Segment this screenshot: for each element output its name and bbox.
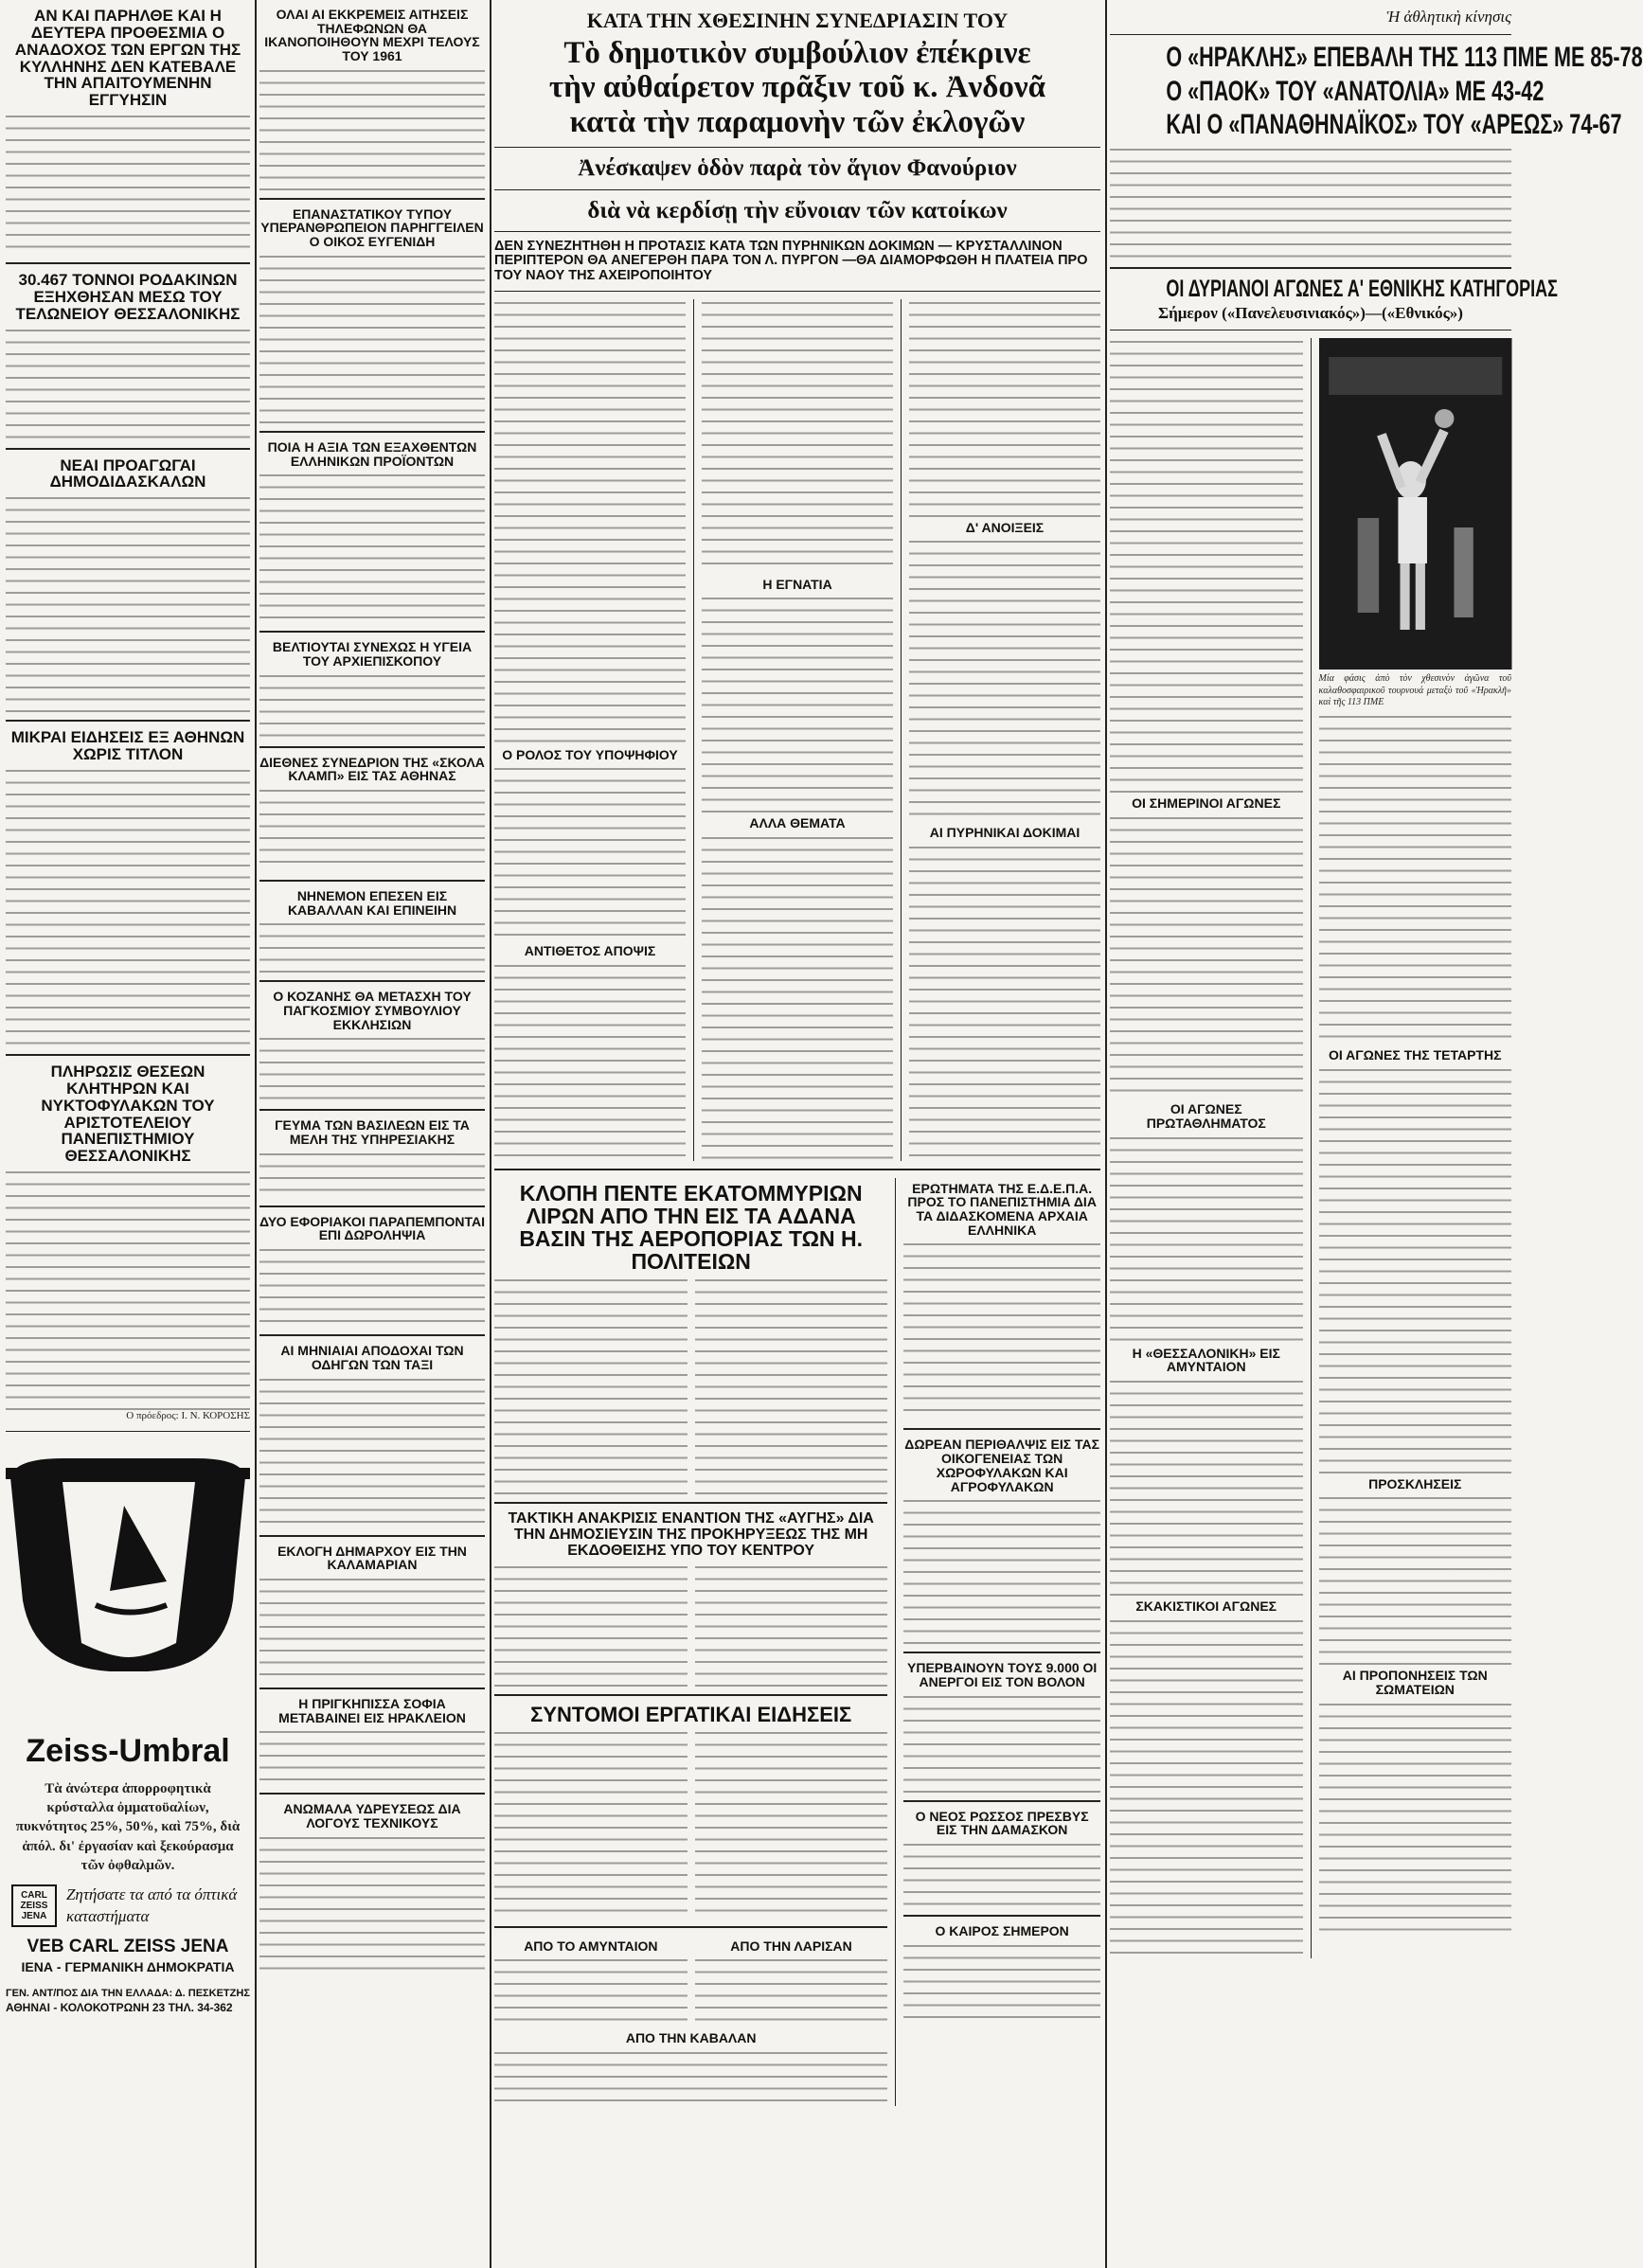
lower-center-row xyxy=(494,1178,1100,2106)
lead-article-body xyxy=(494,299,1100,1161)
subhead-anoixeis: Δ' ΑΝΟΙΞΕΙΣ xyxy=(965,519,1045,535)
sports-subhead-proskliseis: ΠΡΟΣΚΛΗΣΕΙΣ xyxy=(1368,1475,1462,1491)
headline-tilefona: ΟΛΑΙ ΑΙ ΕΚΚΡΕΜΕΙΣ ΑΙΤΗΣΕΙΣ ΤΗΛΕΦΩΝΩΝ ΘΑ ΙΚΑΝΟΠΟΙΗΘΟΥΝ ΜΕΧΡΙ ΤΕΛΟΥΣ ΤΟΥ 1961 xyxy=(264,7,480,64)
headline-plirosis-theseon: ΠΛΗΡΩΣΙΣ ΘΕΣΕΩΝ ΚΛΗΤΗΡΩΝ ΚΑΙ ΝΥΚΤΟΦΥΛΑΚΩΝ ΤΟΥ ΑΡΙΣΤΟΤΕΛΕΙΟΥ ΠΑΝΕΠΙΣΤΗΜΙΟΥ ΘΕΣΣΑΛΟΝΙΚΗΣ xyxy=(41,1062,215,1166)
headline-proagogai: ΝΕΑΙ ΠΡΟΑΓΩΓΑΙ ΔΗΜΟΔΙΔΑΣΚΑΛΩΝ xyxy=(49,455,206,491)
headline-neos-presvys: Ο ΝΕΟΣ ΡΩΣΣΟΣ ΠΡΕΣΒΥΣ ΕΙΣ ΤΗΝ ΔΑΜΑΣΚΟΝ xyxy=(915,1808,1089,1838)
sports-subhead-skaki: ΣΚΑΚΙΣΤΙΚΟΙ ΑΓΩΝΕΣ xyxy=(1135,1598,1277,1614)
subhead-egnatia: Η ΕΓΝΑΤΙΑ xyxy=(762,576,832,592)
article-text xyxy=(494,962,686,1161)
article-text xyxy=(903,1693,1100,1793)
subhead-pyrinikai: ΑΙ ΠΥΡΗΝΙΚΑΙ ΔΟΚΙΜΑΙ xyxy=(929,825,1080,841)
article-text xyxy=(259,1834,485,1976)
column-rule xyxy=(255,0,257,2268)
headline-archiepiskopou: ΒΕΛΤΙΟΥΤΑΙ ΣΥΝΕΧΩΣ Η ΥΓΕΙΑ ΤΟΥ ΑΡΧΙΕΠΙΣΚΟΠΟΥ xyxy=(272,639,473,669)
article-text xyxy=(494,1729,688,1919)
sports-section-header: Ἡ ἀθλητικὴ κίνησις xyxy=(1386,8,1511,26)
article-text xyxy=(6,327,250,440)
article-text xyxy=(702,834,893,1161)
ad-brand: Zeiss-Umbral xyxy=(26,1732,230,1769)
sports-subhead-thessaloniki: Η «ΘΕΣΣΑΛΟΝΙΚΗ» ΕΙΣ ΑΜΥΝΤΑΙΟΝ xyxy=(1132,1345,1280,1375)
ad-address: ΑΘΗΝΑΙ - ΚΟΛΟΚΟΤΡΩΝΗ 23 ΤΗΛ. 34-362 xyxy=(6,2001,233,2015)
article-text xyxy=(1110,1378,1303,1596)
column-rule xyxy=(1105,0,1107,2268)
headline-kalamaria: ΕΚΛΟΓΗ ΔΗΜΑΡΧΟΥ ΕΙΣ ΤΗΝ ΚΑΛΑΜΑΡΙΑΝ xyxy=(277,1543,467,1573)
article-text xyxy=(6,113,250,255)
article-text xyxy=(1319,1701,1512,1938)
article-text xyxy=(903,1497,1100,1644)
zeiss-advertisement xyxy=(6,1439,250,2159)
lead-deck: ΔΕΝ ΣΥΝΕΖΗΤΗΘΗ Η ΠΡΟΤΑΣΙΣ ΚΑΤΑ ΤΩΝ ΠΥΡΗΝΙΚΩΝ ΔΟΚΙΜΩΝ — ΚΡΥΣΤΑΛΛΙΝΟΝ ΠΕΡΙΠΤΕΡΟΝ ΘΑ ΑΝΕΓΕΡΘΗ ΠΑΡΑ ΤΟΝ Λ. ΠΥΡΓΟΝ —ΘΑ ΔΙΑΜΟΡΦΩΘΗ Η ΠΛΑΤΕΙΑ ΠΡΟ ΤΟΥ ΝΑΟΥ ΤΗΣ ΑΧΕΙΡΟΠΟΙΗΤΟΥ xyxy=(494,239,1088,283)
sports-subhead-protathlima: ΟΙ ΑΓΩΝΕΣ ΠΡΩΤΑΘΛΗΜΑΤΟΣ xyxy=(1146,1101,1266,1131)
ad-company: VEB CARL ZEISS JENA xyxy=(27,1937,229,1957)
headline-kairos: Ο ΚΑΙΡΟΣ ΣΗΜΕΡΟΝ xyxy=(935,1922,1069,1938)
sports-headline-1: Ο «ΗΡΑΚΛΗΣ» ΕΠΕΒΑΛΗ ΤΗΣ 113 ΠΜΕ ΜΕ 85-78 xyxy=(1166,42,1643,73)
headline-eugenidi: ΕΠΑΝΑΣΤΑΤΙΚΟΥ ΤΥΠΟΥ ΥΠΕΡΑΝΘΡΩΠΕΙΟΝ ΠΑΡΗΓΓΕΙΛΕΝ Ο ΟΙΚΟΣ ΕΥΓΕΝΙΔΗ xyxy=(260,205,484,250)
lead-banner-1: Τὸ δημοτικὸν συμβούλιον ἐπέκρινε xyxy=(563,36,1031,71)
subhead-rolos: Ο ΡΟΛΟΣ ΤΟΥ ΥΠΟΨΗΦΙΟΥ xyxy=(502,746,678,762)
photo-caption: Μία φάσις ἀπὸ τὸν χθεσινὸν ἀγῶνα τοῦ καλαθοσφαιρικοῦ τουρνουά μεταξὺ τοῦ «Ἡρακλῆ» καὶ τῆς 113 ΠΜΕ xyxy=(1318,673,1511,708)
article-text xyxy=(1110,146,1511,259)
basketball-photo xyxy=(1319,338,1512,670)
article-text xyxy=(259,1246,485,1327)
article-text xyxy=(702,299,893,574)
sports-subhead-proponiseis: ΑΙ ΠΡΟΠΟΝΗΣΕΙΣ ΤΩΝ ΣΩΜΑΤΕΙΩΝ xyxy=(1342,1668,1488,1697)
article-text xyxy=(494,1956,688,2027)
article-text xyxy=(259,1035,485,1101)
sports-headline-2: Ο «ΠΑΟΚ» ΤΟΥ «ΑΝΑΤΟΛΙΑ» ΜΕ 43-42 xyxy=(1166,75,1545,107)
sports-column xyxy=(1110,0,1643,2268)
subhead-antithetos: ΑΝΤΙΘΕΤΟΣ ΑΠΟΨΙΣ xyxy=(524,943,656,959)
ad-description: Τὰ ἀνώτερα ἀπορροφητικὰ κρύσταλλα ὀμματοϋαλίων, πυκνότητος 25%, 50%, καὶ 75%, διὰ ἀπόλ. δι' ἐργασίαν καὶ ξεκούρασμα τῶν ὀφθαλμῶν. xyxy=(15,1780,241,1873)
ad-call-to-action: Ζητήσατε τα από τα όπτικά καταστήματα xyxy=(65,1885,238,1925)
headline-kyllini: ΑΝ ΚΑΙ ΠΑΡΗΛΘΕ ΚΑΙ Η ΔΕΥΤΕΡΑ ΠΡΟΘΕΣΜΙΑ Ο ΑΝΑΔΟΧΟΣ ΤΩΝ ΕΡΓΩΝ ΤΗΣ ΚΥΛΛΗΝΗΣ ΔΕΝ ΚΑΤΕΒΑΛΕ ΤΗΝ ΑΠΑΙΤΟΥΜΕΝΗΝ ΕΓΓΥΗΣΙΝ xyxy=(14,7,241,110)
article-text xyxy=(259,920,485,973)
column-rule xyxy=(490,0,491,2268)
article-text xyxy=(1110,338,1303,793)
article-text xyxy=(1110,814,1303,1098)
headline-skola-klab: ΔΙΕΘΝΕΣ ΣΥΝΕΔΡΙΟΝ ΤΗΣ «ΣΚΟΛΑ ΚΛΑΜΠ» ΕΙΣ ΤΑΣ ΑΘΗΝΑΣ xyxy=(259,754,485,784)
headline-mikrai-eidiseis: ΜΙΚΡΑΙ ΕΙΔΗΣΕΙΣ ΕΞ ΑΘΗΝΩΝ ΧΩΡΙΣ ΤΙΤΛΟΝ xyxy=(10,728,245,764)
headline-geuma-vasileon: ΓΕΥΜΑ ΤΩΝ ΒΑΣΙΛΕΩΝ ΕΙΣ ΤΑ ΜΕΛΗ ΤΗΣ ΥΠΗΡΕΣΙΑΚΗΣ xyxy=(275,1117,470,1148)
lead-banner-2: τὴν αὐθαίρετον πρᾶξιν τοῦ κ. Ἀνδονᾶ xyxy=(548,70,1046,105)
headline-rodakina: 30.467 ΤΟΝΝΟΙ ΡΟΔΑΚΙΝΩΝ ΕΞΗΧΘΗΣΑΝ ΜΕΣΩ ΤΟΥ ΤΕΛΩΝΕΙΟΥ ΘΕΣΣΑΛΟΝΙΚΗΣ xyxy=(15,271,241,323)
column-1 xyxy=(6,0,250,2268)
zeiss-logo: CARL ZEISS JENA xyxy=(11,1884,57,1927)
article-text xyxy=(494,1563,688,1687)
article-text xyxy=(259,1151,485,1198)
headline-ydreusi: ΑΝΩΜΑΛΑ ΥΔΡΕΥΣΕΩΣ ΔΙΑ ΛΟΓΟΥΣ ΤΕΧΝΙΚΟΥΣ xyxy=(283,1801,461,1830)
center-column xyxy=(494,0,1100,2268)
sports-headline-3: ΚΑΙ Ο «ΠΑΝΑΘΗΝΑΪΚΟΣ» ΤΟΥ «ΑΡΕΩΣ» 74-67 xyxy=(1166,109,1622,140)
headline-kavala: ΑΠΟ ΤΗΝ ΚΑΒΑΛΑΝ xyxy=(625,2030,757,2046)
article-text xyxy=(259,1376,485,1527)
headline-amyntaion: ΑΠΟ ΤΟ ΑΜΥΝΤΑΙΟΝ xyxy=(524,1938,658,1954)
article-text xyxy=(6,494,250,712)
article-text xyxy=(259,1576,485,1680)
article-text xyxy=(695,1277,888,1494)
lead-kicker: ΚΑΤΑ ΤΗΝ ΧΘΕΣΙΝΗΝ ΣΥΝΕΔΡΙΑΣΙΝ ΤΟΥ xyxy=(586,9,1009,32)
headline-eforiakoi: ΔΥΟ ΕΦΟΡΙΑΚΟΙ ΠΑΡΑΠΕΜΠΟΝΤΑΙ ΕΠΙ ΔΩΡΟΛΗΨΙΑ xyxy=(259,1213,485,1243)
article-text xyxy=(1319,1494,1512,1665)
headline-larisa: ΑΠΟ ΤΗΝ ΛΑΡΙΣΑΝ xyxy=(730,1938,852,1954)
article-text xyxy=(259,67,485,190)
headline-dorean: ΔΩΡΕΑΝ ΠΕΡΙΘΑΛΨΙΣ ΕΙΣ ΤΑΣ ΟΙΚΟΓΕΝΕΙΑΣ ΤΩΝ ΧΩΡΟΦΥΛΑΚΩΝ ΚΑΙ ΑΓΡΟΦΥΛΑΚΩΝ xyxy=(904,1437,1100,1494)
signature: Ο πρόεδρος: Ι. Ν. ΚΟΡΟΣΗΣ xyxy=(126,1410,250,1422)
article-text xyxy=(702,595,893,813)
article-text xyxy=(259,472,485,623)
headline-taktiki: ΤΑΚΤΙΚΗ ΑΝΑΚΡΙΣΙΣ ΕΝΑΝΤΙΟΝ ΤΗΣ «ΑΥΓΗΣ» ΔΙΑ ΤΗΝ ΔΗΜΟΣΙΕΥΣΙΝ ΤΗΣ ΠΡΟΚΗΡΥΞΕΩΣ ΤΗΣ ΜΗ ΕΚΔΟΘΕΙΣΗΣ ΥΠΟ ΤΟΥ ΚΕΝΤΡΟΥ xyxy=(508,1510,874,1559)
subhead-alla-themata: ΑΛΛΑ ΘΕΜΑΤΑ xyxy=(749,815,846,831)
headline-erotimata: ΕΡΩΤΗΜΑΤΑ ΤΗΣ Ε.Δ.Ε.Π.Α. ΠΡΟΣ ΤΟ ΠΑΝΕΠΙΣΤΗΜΙΑ ΔΙΑ ΤΑ ΔΙΔΑΣΚΟΜΕΝΑ ΑΡΧΑΙΑ ΕΛΛΗΝΙΚΑ xyxy=(907,1180,1097,1238)
article-text xyxy=(6,1169,250,1410)
sports-body xyxy=(1110,338,1511,1957)
article-text xyxy=(259,1728,485,1785)
headline-sofia: Η ΠΡΙΓΚΗΠΙΣΣΑ ΣΟΦΙΑ ΜΕΤΑΒΑΙΝΕΙ ΕΙΣ ΗΡΑΚΛΕΙΟΝ xyxy=(278,1695,466,1725)
headline-nineMon: ΝΗΝΕΜΟΝ ΕΠΕΣΕΝ ΕΙΣ ΚΑΒΑΛΛΑΝ ΚΑΙ ΕΠΙΝΕΙΗΝ xyxy=(287,887,457,918)
headline-taxi: ΑΙ ΜΗΝΙΑΙΑΙ ΑΠΟΔΟΧΑΙ ΤΩΝ ΟΔΗΓΩΝ ΤΩΝ ΤΑΞΙ xyxy=(280,1343,464,1372)
ad-country: ΙΕΝΑ - ΓΕΡΜΑΝΙΚΗ ΔΗΜΟΚΡΑΤΙΑ xyxy=(21,1959,235,1975)
article-text xyxy=(903,1942,1100,2023)
article-text xyxy=(494,1277,688,1494)
article-text xyxy=(259,672,485,739)
headline-klopi: ΚΛΟΠΗ ΠΕΝΤΕ ΕΚΑΤΟΜΜΥΡΙΩΝ ΛΙΡΩΝ ΑΠΟ ΤΗΝ ΕΙΣ ΤΑ ΑΔΑΝΑ ΒΑΣΙΝ ΤΗΣ ΑΕΡΟΠΟΡΙΑΣ ΤΩΝ Η. ΠΟΛΙΤΕΙΩΝ xyxy=(519,1180,864,1275)
headline-syntomoi: ΣΥΝΤΟΜΟΙ ΕΡΓΑΤΙΚΑΙ ΕΙΔΗΣΕΙΣ xyxy=(530,1702,852,1726)
column-2 xyxy=(259,0,485,2268)
sports-headline-dyrianoi: ΟΙ ΔΥΡΙΑΝΟΙ ΑΓΩΝΕΣ Α' ΕΘΝΙΚΗΣ ΚΑΤΗΓΟΡΙΑΣ xyxy=(1166,275,1558,302)
article-text xyxy=(1110,1617,1303,1958)
sunglasses-illustration xyxy=(6,1439,250,1723)
article-text xyxy=(909,299,1100,517)
lead-banner-3: κατὰ τὴν παραμονὴν τῶν ἐκλογῶν xyxy=(569,104,1026,139)
headline-kozanis: Ο ΚΟΖΑΝΗΣ ΘΑ ΜΕΤΑΣΧΗ ΤΟΥ ΠΑΓΚΟΣΜΙΟΥ ΣΥΜΒΟΥΛΙΟΥ ΕΚΚΛΗΣΙΩΝ xyxy=(273,989,472,1032)
article-text xyxy=(695,1729,888,1919)
article-text xyxy=(1319,1066,1512,1473)
article-text xyxy=(909,538,1100,822)
lead-subhead-1: Ἀνέσκαψεν ὁδὸν παρὰ τὸν ἅγιον Φανούριον xyxy=(578,155,1017,182)
article-text xyxy=(494,765,686,940)
headline-yperbainoun: ΥΠΕΡΒΑΙΝΟΥΝ ΤΟΥΣ 9.000 ΟΙ ΑΝΕΡΓΟΙ ΕΙΣ ΤΟΝ ΒΟΛΟΝ xyxy=(907,1660,1098,1689)
article-text xyxy=(1110,1134,1303,1343)
ad-representative: ΓΕΝ. ΑΝΤ/ΠΟΣ ΔΙΑ ΤΗΝ ΕΛΛΑΔΑ: Δ. ΠΕΣΚΕΤΖΗΣ xyxy=(6,1988,250,2000)
article-text xyxy=(494,2049,887,2106)
basketball-players-image xyxy=(1319,338,1512,670)
article-text xyxy=(903,1841,1100,1907)
article-text xyxy=(695,1563,888,1687)
article-text xyxy=(259,253,485,423)
sports-subheadline: Σήμερον («Πανελευσινιακός»)—(«Εθνικός») xyxy=(1158,303,1463,322)
article-text xyxy=(695,1956,888,2027)
article-text xyxy=(259,787,485,872)
article-text xyxy=(1319,713,1512,1045)
sports-subhead-simerinoi: ΟΙ ΣΗΜΕΡΙΝΟΙ ΑΓΩΝΕΣ xyxy=(1132,795,1281,812)
article-text xyxy=(6,767,250,1046)
article-text xyxy=(909,844,1100,1161)
sports-subhead-tetartis: ΟΙ ΑΓΩΝΕΣ ΤΗΣ ΤΕΤΑΡΤΗΣ xyxy=(1328,1046,1502,1063)
article-text xyxy=(903,1241,1100,1420)
lead-subhead-2: διὰ νὰ κερδίσῃ τὴν εὔνοιαν τῶν κατοίκων xyxy=(587,197,1008,223)
article-text xyxy=(494,299,686,744)
headline-axia-proionton: ΠΟΙΑ Η ΑΞΙΑ ΤΩΝ ΕΞΑΧΘΕΝΤΩΝ ΕΛΛΗΝΙΚΩΝ ΠΡΟΪΟΝΤΩΝ xyxy=(267,438,477,469)
